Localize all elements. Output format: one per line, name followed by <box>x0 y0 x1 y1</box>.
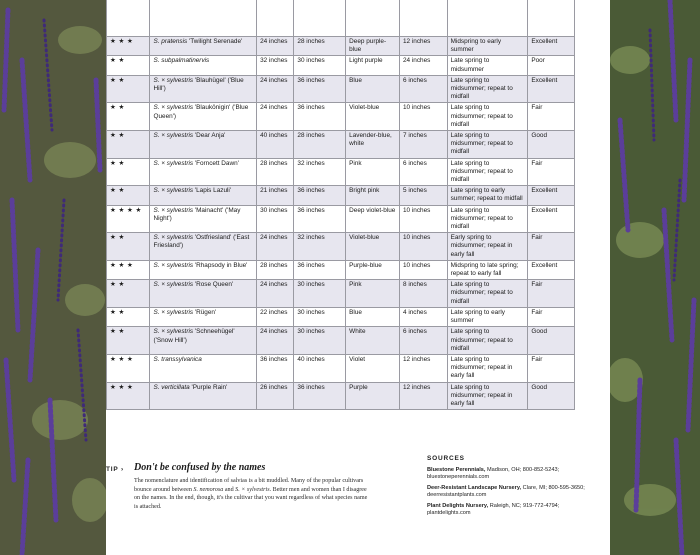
bloom-time-cell: Midspring to late spring; repeat to early fall <box>447 260 528 279</box>
table-row <box>107 327 575 355</box>
table-row <box>107 56 575 75</box>
tip-title: Don't be confused by the names <box>134 462 266 473</box>
spread-cell: 6 inches <box>399 158 447 186</box>
rating-cell: Good <box>528 327 575 355</box>
rating-cell: Good <box>528 131 575 159</box>
rating-cell: Fair <box>528 354 575 382</box>
rating-stars: ★ ★ ★ <box>107 260 150 279</box>
spread-cell: 12 inches <box>399 354 447 382</box>
bloom-time-cell: Late spring to midsummer; repeat to midfall <box>447 131 528 159</box>
flower-color-cell: Deep purple-blue <box>346 37 400 56</box>
height-cell: 24 inches <box>257 233 294 261</box>
table-row <box>107 158 575 186</box>
table-row <box>107 307 575 326</box>
rating-cell: Fair <box>528 103 575 131</box>
table-row <box>107 186 575 205</box>
source-item: Bluestone Perennials, Madison, OH; 800-852-5243; bluestoneperennials.com <box>427 467 560 480</box>
rating-stars: ★ ★ <box>107 75 150 103</box>
rating-stars: ★ ★ <box>107 186 150 205</box>
cultivar-name: S. × sylvestris 'Forncett Dawn' <box>150 158 257 186</box>
salvia-photo-right <box>610 0 700 555</box>
rating-cell: Fair <box>528 307 575 326</box>
bloom-time-cell: Late spring to early summer <box>447 307 528 326</box>
table-row <box>107 131 575 159</box>
table-row <box>107 37 575 56</box>
cultivar-name: S. × sylvestris 'Blauhügel' ('Blue Hill') <box>150 75 257 103</box>
width-cell: 32 inches <box>294 233 346 261</box>
width-cell: 36 inches <box>294 75 346 103</box>
height-cell: 24 inches <box>257 280 294 308</box>
width-cell: 28 inches <box>294 131 346 159</box>
sources-box <box>427 455 587 521</box>
table-header-row-partial <box>107 0 575 37</box>
rating-cell: Excellent <box>528 260 575 279</box>
rating-stars: ★ ★ <box>107 280 150 308</box>
cultivar-name: S. transsylvanica <box>150 354 257 382</box>
rating-cell: Fair <box>528 158 575 186</box>
rating-cell: Fair <box>528 280 575 308</box>
flower-color-cell: Purple <box>346 382 400 410</box>
height-cell: 22 inches <box>257 307 294 326</box>
bloom-time-cell: Early spring to midsummer; repeat in early fall <box>447 233 528 261</box>
width-cell: 30 inches <box>294 56 346 75</box>
cultivar-name: S. verticillata 'Purple Rain' <box>150 382 257 410</box>
height-cell: 28 inches <box>257 158 294 186</box>
spread-cell: 12 inches <box>399 37 447 56</box>
salvia-table-body <box>107 0 575 410</box>
table-row <box>107 260 575 279</box>
height-cell: 24 inches <box>257 75 294 103</box>
cultivar-name: S. pratensis 'Twilight Serenade' <box>150 37 257 56</box>
bloom-time-cell: Late spring to midsummer; repeat to midfall <box>447 75 528 103</box>
rating-cell: Excellent <box>528 37 575 56</box>
width-cell: 32 inches <box>294 158 346 186</box>
rating-cell: Excellent <box>528 186 575 205</box>
rating-stars: ★ ★ ★ <box>107 354 150 382</box>
cultivar-name: S. subpalmatinervis <box>150 56 257 75</box>
width-cell: 36 inches <box>294 382 346 410</box>
spread-cell: 10 inches <box>399 233 447 261</box>
spread-cell: 6 inches <box>399 75 447 103</box>
source-item: Plant Delights Nursery, Raleigh, NC; 919-772-4794; plantdelights.com <box>427 503 560 516</box>
tip-label: TIP › <box>106 466 124 473</box>
cultivar-name: S. × sylvestris 'Mainacht' ('May Night') <box>150 205 257 233</box>
spread-cell: 10 inches <box>399 260 447 279</box>
bloom-time-cell: Late spring to midsummer; repeat in early fall <box>447 382 528 410</box>
bloom-time-cell: Late spring to midsummer; repeat to midfall <box>447 158 528 186</box>
height-cell: 24 inches <box>257 103 294 131</box>
flower-color-cell: Blue <box>346 75 400 103</box>
spread-cell: 7 inches <box>399 131 447 159</box>
bloom-time-cell: Late spring to midsummer; repeat to midfall <box>447 280 528 308</box>
flower-color-cell: Purple-blue <box>346 260 400 279</box>
spread-cell: 12 inches <box>399 382 447 410</box>
table-row <box>107 205 575 233</box>
flower-color-cell: Pink <box>346 280 400 308</box>
height-cell: 26 inches <box>257 382 294 410</box>
table-row <box>107 233 575 261</box>
rating-stars: ★ ★ <box>107 56 150 75</box>
width-cell: 30 inches <box>294 327 346 355</box>
spread-cell: 24 inches <box>399 56 447 75</box>
width-cell: 28 inches <box>294 37 346 56</box>
cultivar-name: S. × sylvestris 'Ostfriesland' ('East Friesland') <box>150 233 257 261</box>
height-cell: 36 inches <box>257 354 294 382</box>
height-cell: 32 inches <box>257 56 294 75</box>
width-cell: 30 inches <box>294 307 346 326</box>
spread-cell: 10 inches <box>399 205 447 233</box>
rating-stars: ★ ★ ★ <box>107 37 150 56</box>
bloom-time-cell: Late spring to midsummer <box>447 56 528 75</box>
tip-body: The nomenclature and identification of salvias is a bit muddled. Many of the popular cultivars bounce around between S. nemorosa and S. × sylvestris. Better men and women than I disagree on the names. In the end, though, it's the cultivar that you want regardless of what species name is attached. <box>134 478 368 510</box>
flower-color-cell: Violet-blue <box>346 233 400 261</box>
cultivar-name: S. × sylvestris 'Lapis Lazuli' <box>150 186 257 205</box>
table-row <box>107 103 575 131</box>
width-cell: 30 inches <box>294 280 346 308</box>
table-row <box>107 280 575 308</box>
bloom-time-cell: Midspring to early summer <box>447 37 528 56</box>
spread-cell: 10 inches <box>399 103 447 131</box>
width-cell: 36 inches <box>294 260 346 279</box>
flower-color-cell: White <box>346 327 400 355</box>
flower-color-cell: Light purple <box>346 56 400 75</box>
height-cell: 21 inches <box>257 186 294 205</box>
flower-color-cell: Deep violet-blue <box>346 205 400 233</box>
rating-stars: ★ ★ <box>107 158 150 186</box>
rating-stars: ★ ★ <box>107 307 150 326</box>
cultivar-name: S. × sylvestris 'Rose Queen' <box>150 280 257 308</box>
source-item: Deer-Resistant Landscape Nursery, Clare, MI; 800-595-3650; deerresistantplants.com <box>427 485 585 498</box>
width-cell: 36 inches <box>294 103 346 131</box>
spread-cell: 4 inches <box>399 307 447 326</box>
bloom-time-cell: Late spring to early summer; repeat to midfall <box>447 186 528 205</box>
rating-stars: ★ ★ <box>107 103 150 131</box>
cultivar-name: S. × sylvestris 'Dear Anja' <box>150 131 257 159</box>
rating-stars: ★ ★ <box>107 131 150 159</box>
table-row <box>107 75 575 103</box>
spread-cell: 8 inches <box>399 280 447 308</box>
salvia-photo-left <box>0 0 106 555</box>
bloom-time-cell: Late spring to midsummer; repeat to midfall <box>447 103 528 131</box>
sources-heading: SOURCES <box>427 455 465 462</box>
flower-color-cell: Bright pink <box>346 186 400 205</box>
rating-cell: Excellent <box>528 75 575 103</box>
bloom-time-cell: Late spring to midsummer; repeat to midfall <box>447 327 528 355</box>
height-cell: 24 inches <box>257 327 294 355</box>
spread-cell: 6 inches <box>399 327 447 355</box>
height-cell: 28 inches <box>257 260 294 279</box>
width-cell: 40 inches <box>294 354 346 382</box>
rating-stars: ★ ★ <box>107 327 150 355</box>
bloom-time-cell: Late spring to midsummer; repeat in early fall <box>447 354 528 382</box>
flower-color-cell: Pink <box>346 158 400 186</box>
cultivar-name: S. × sylvestris 'Rügen' <box>150 307 257 326</box>
rating-stars: ★ ★ ★ ★ <box>107 205 150 233</box>
flower-color-cell: Violet <box>346 354 400 382</box>
rating-cell: Good <box>528 382 575 410</box>
width-cell: 36 inches <box>294 186 346 205</box>
salvia-table <box>106 0 575 410</box>
cultivar-name: S. × sylvestris 'Schneehügel' ('Snow Hill') <box>150 327 257 355</box>
table-row <box>107 354 575 382</box>
height-cell: 40 inches <box>257 131 294 159</box>
spread-cell: 5 inches <box>399 186 447 205</box>
rating-cell: Excellent <box>528 205 575 233</box>
width-cell: 36 inches <box>294 205 346 233</box>
article-page <box>106 0 610 555</box>
rating-stars: ★ ★ <box>107 233 150 261</box>
table-row <box>107 382 575 410</box>
cultivar-name: S. × sylvestris 'Rhapsody in Blue' <box>150 260 257 279</box>
flower-color-cell: Lavender-blue, white <box>346 131 400 159</box>
rating-cell: Poor <box>528 56 575 75</box>
flower-color-cell: Violet-blue <box>346 103 400 131</box>
flower-color-cell: Blue <box>346 307 400 326</box>
rating-cell: Fair <box>528 233 575 261</box>
cultivar-name: S. × sylvestris 'Blaukönigin' ('Blue Queen') <box>150 103 257 131</box>
height-cell: 24 inches <box>257 37 294 56</box>
height-cell: 30 inches <box>257 205 294 233</box>
rating-stars: ★ ★ ★ <box>107 382 150 410</box>
bloom-time-cell: Late spring to midsummer; repeat to midfall <box>447 205 528 233</box>
